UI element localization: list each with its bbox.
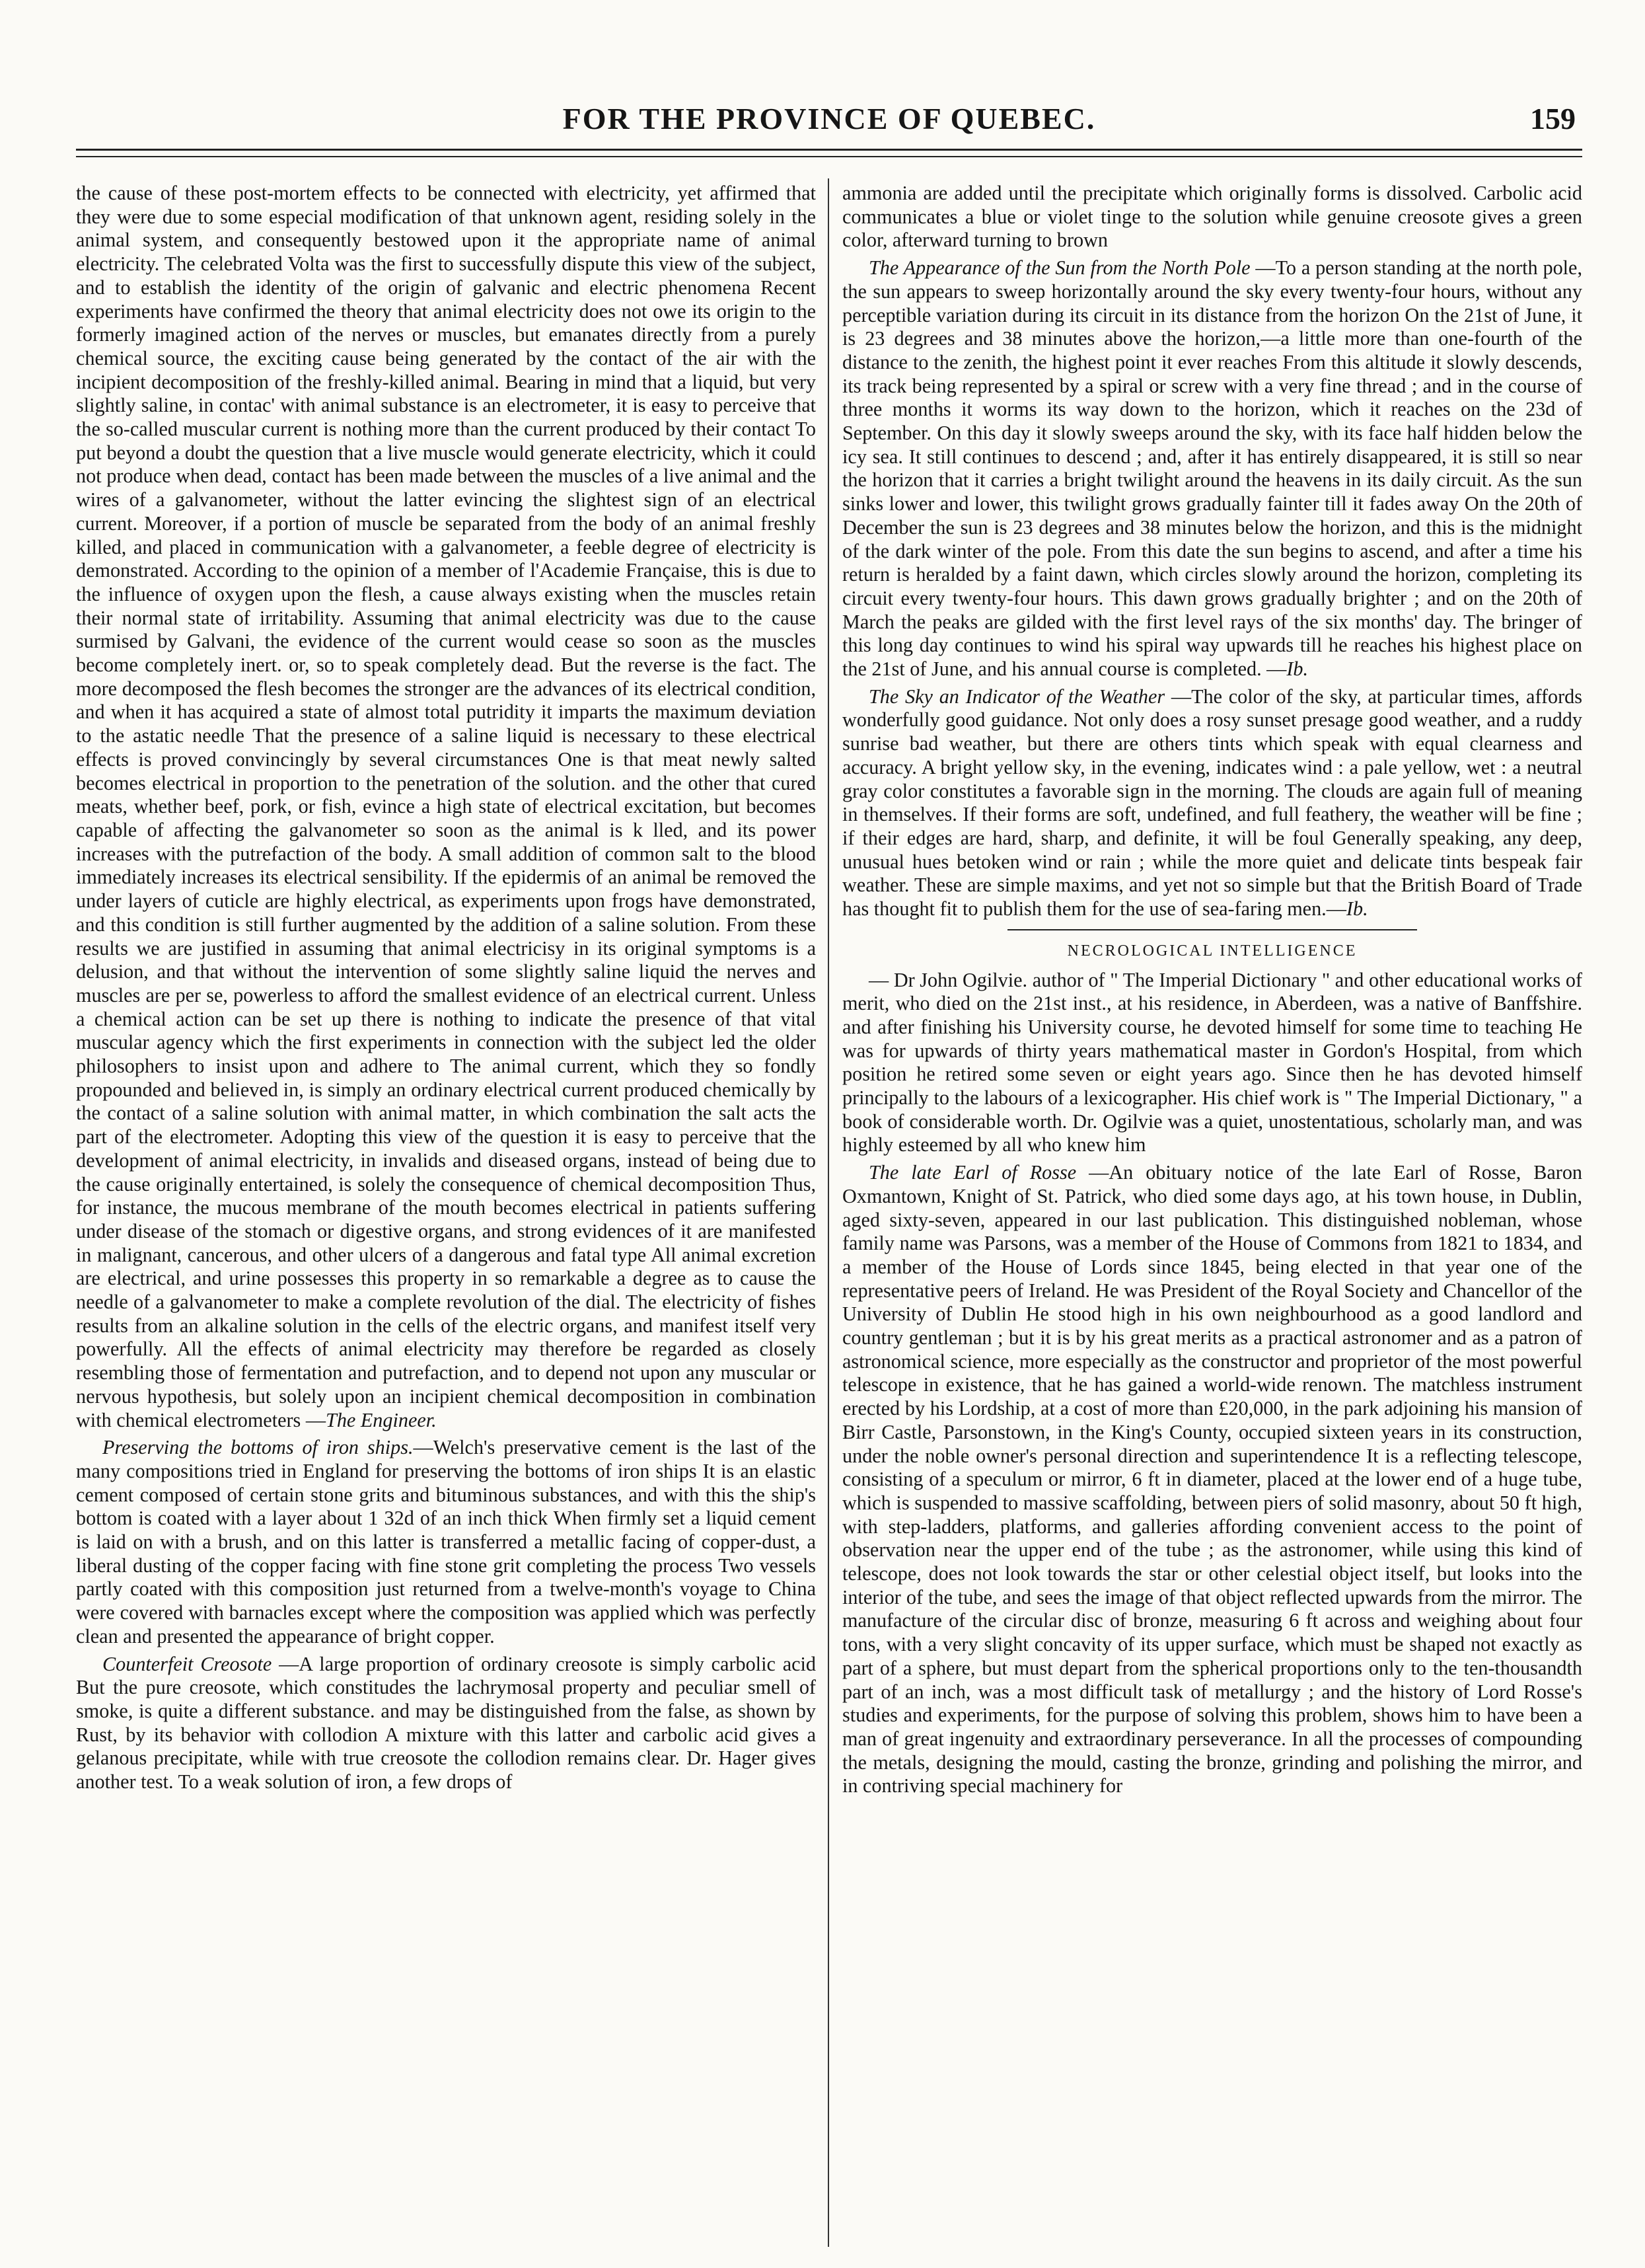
article-sun-north-pole: [842, 256, 1582, 681]
article-source: Ib.: [1346, 897, 1368, 921]
article-title: The late Earl of Rosse: [869, 1161, 1077, 1184]
article-text: —Welch's preservative cement is the last of the many compositions tried in England for preserving the bottoms of iron ships It is an elastic cement composed of certain stone grits and bituminous substances, and with this the ship's bottom is coated with a layer about 1 32d of an inch thick When firmly set a liquid cement is laid on with a brush, and on this latter is transferred a metallic facing of copper-dust, a liberal dusting of the copper facing with fine stone grit completing the process Two vessels partly coated with this composition just returned from a twelve-month's voyage to China were covered with barnacles except where the composition was applied which was perfectly clean and presented the appearance of bright copper.: [76, 1436, 816, 1647]
article-creosote-continued: [842, 182, 1582, 252]
article-title: The Appearance of the Sun from the North Pole: [869, 256, 1251, 280]
article-counterfeit-creosote: [76, 1653, 816, 1794]
article-iron-ships: [76, 1436, 816, 1648]
header-rule-thick: [76, 149, 1582, 151]
article-sky-weather: [842, 685, 1582, 921]
section-heading: NECROLOGICAL INTELLIGENCE: [1067, 942, 1358, 960]
article-text: —The color of the sky, at particular times, affords wonderfully good guidance. Not only does a rosy sunset presage good weather, and a ruddy sunrise bad weather, but there are others tints which speak with equal clearness and accuracy. A bright yellow sky, in the evening, indicates wind : a pale yellow, wet : a neutral gray color constitutes a favorable sign in the morning. The clouds are again full of meaning in themselves. If their forms are soft, undefined, and full feathery, the weather will be fine ; if their edges are hard, sharp, and definite, it will be foul Generally speaking, any deep, unusual hues betoken wind or rain ; while the more quiet and delicate tints bespeak fair weather. These are simple maxims, and yet not so simple but that the British Board of Trade has thought fit to publish them for the use of sea-faring men.—: [842, 685, 1582, 921]
article-text: — Dr John Ogilvie. author of " The Imperial Dictionary " and other educational works of merit, who died on the 21st inst., at his residence, in Aberdeen, was a native of Banffshire. and after finishing his University course, he devoted himself for some time to teaching He was for upwards of thirty years mathematical master in Gordon's Hospital, from which position he retired some seven or eight years ago. Since then he has devoted himself principally to the labours of a lexicographer. His chief work is " The Imperial Dictionary, " a book of considerable worth. Dr. Ogilvie was a quiet, unostentatious, scholarly man, and was highly esteemed by all who knew him: [842, 968, 1582, 1156]
left-column: [76, 182, 816, 2250]
article-text: —An obituary notice of the late Earl of Rosse, Baron Oxmantown, Knight of St. Patrick, who died some days ago, at his town house, in Dublin, aged sixty-seven, appeared in our last publication. This distinguished nobleman, whose family name was Parsons, was a member of the House of Commons from 1821 to 1834, and a member of the House of Lords since 1845, being elected in that year one of the representative peers of Ireland. He was President of the Royal Society and Chancellor of the University of Dublin He stood high in his own neighbourhood as a good landlord and country gentleman ; but it is by his great merits as a practical astronomer and as a patron of astronomical science, more especially as the constructor and proprietor of the most powerful telescope in existence, that he has gained a world-wide renown. The matchless instrument erected by his Lordship, at a cost of more than £20,000, in the park adjoining his mansion of Birr Castle, Parsonstown, in the King's County, occupied sixteen years in its construction, under the noble owner's personal direction and superintendence It is a reflecting telescope, consisting of a speculum or mirror, 6 ft in diameter, placed at the lower end of a huge tube, which is suspended to massive scaffolding, between piers of solid masonry, about 50 ft high, with step-ladders, platforms, and galleries affording convenient access to the point of observation near the upper end of the tube ; as the astronomer, while using this kind of telescope, does not look towards the star or other celestial object itself, but looks into the interior of the tube, and sees the image of that object reflected upwards from the mirror. The manufacture of the circular disc of bronze, measuring 6 ft across and weighing about four tons, with a very slight concavity of its upper surface, which must be shaped not exactly as part of a sphere, but must depart from the spherical proportions only to the ten-thousandth part of an inch, was a most difficult task of metallurgy ; and the history of Lord Rosse's studies and experiments, for the purpose of solving this problem, shows him to have been a man of great ingenuity and extraordinary perseverance. In all the processes of compounding the metals, designing the mould, casting the bronze, grinding and polishing the mirror, and in contriving special machinery for: [842, 1161, 1582, 1797]
article-animal-electricity: [76, 182, 816, 1432]
running-header: [76, 99, 1582, 145]
article-text: —To a person standing at the north pole, the sun appears to sweep horizontally around the sky every twenty-four hours, without any perceptible variation during its circuit in its distance from the horizon On the 21st of June, it is 23 degrees and 38 minutes above the horizon,—a little more than one-fourth of the distance to the zenith, the highest point it ever reaches From this altitude it slowly descends, its track being represented by a spiral or screw with a very fine thread ; and in the course of three months it worms its way down to the horizon, which it reaches on the 23d of September. On this day it slowly sweeps around the sky, with its face half hidden below the icy sea. It still continues to descend ; and, after it has entirely disappeared, it is still so near the horizon that it carries a bright twilight around the heavens in its daily circuit. As the sun sinks lower and lower, this twilight grows gradually fainter till it fades away On the 20th of December the sun is 23 degrees and 38 minutes below the horizon, and this is the midnight of the dark winter of the pole. From this date the sun begins to ascend, and after a time his return is heralded by a faint dawn, which circles slowly around the horizon, completing its circuit every twenty-four hours. This dawn grows gradually brighter ; and on the 20th of March the peaks are gilded with the first level rays of the six months' day. The bringer of this long day continues to wind his spiral way upwards till he reaches his highest place on the 21st of June, and his annual course is completed. —: [842, 256, 1582, 681]
article-title: Preserving the bottoms of iron ships.: [102, 1436, 414, 1459]
page-number: 159: [1530, 102, 1576, 135]
article-title: Counterfeit Creosote: [102, 1652, 272, 1675]
article-text: —A large proportion of ordinary creosote is simply carbolic acid But the pure creosote, which constitudes the lachrymosal property and peculiar smell of smoke, is quite a different substance. and may be distinguished from the false, as shown by Rust, by its behavior with collodion A mixture with this latter and carbolic acid gives a gelanous precipitate, while with true creosote the collodion remains clear. Dr. Hager gives another test. To a weak solution of iron, a few drops of: [76, 1652, 816, 1794]
right-column: [842, 182, 1582, 2250]
article-text: the cause of these post-mortem effects to be connected with electricity, yet affirmed that they were due to some especial modification of that unknown agent, residing solely in the animal system, and consequently bestowed upon it the appropriate name of animal electricity. The celebrated Volta was the first to successfully dispute this view of the subject, and to establish the identity of the origin of galvanic and electric phenomena Recent experiments have confirmed the theory that animal electricity does not owe its origin to the formerly imagined action of the nerves or muscles, but emanates directly from a purely chemical source, the exciting cause being generated by the contact of the air with the incipient decomposition of the freshly-killed animal. Bearing in mind that a liquid, but very slightly saline, in contac' with animal substance is an electrometer, it is easy to perceive that the so-called muscular current is nothing more than the current produced by their contact To put beyond a doubt the question that a live muscle would generate electricity, which it could not produce when dead, contact has been made between the muscles of a live animal and the wires of a galvanometer, without the latter evincing the slightest sign of an electrical current. Moreover, if a portion of muscle be separated from the body of an animal freshly killed, and placed in communication with a galvanometer, a feeble degree of electricity is demonstrated. According to the opinion of a member of l'Academie Française, this is due to the influence of oxygen upon the flesh, a cause always existing when the muscles retain their normal state of irritability. Assuming that animal electricity was due to the cause surmised by Galvani, the evidence of the current would cease so soon as the muscles become completely inert. or, so to speak completely dead. But the reverse is the fact. The more decomposed the flesh becomes the stronger are the advances of its electrical condition, and when it has acquired a state of almost total putridity it imparts the maximum deviation to the astatic needle That the presence of a saline liquid is necessary to these electrical effects is proved convincingly by several circumstances One is that meat newly salted becomes electrical in proportion to the penetration of the solution. and the other that cured meats, whether beef, pork, or fish, evince a high state of electrical excitation, but becomes capable of affecting the galvanometer so soon as the animal is k lled, and its power increases with the putrefaction of the body. A small addition of common salt to the blood immediately increases its electrical sensibility. If the epidermis of an animal be removed the under layers of cuticle are highly electrical, as experiments upon frogs have demonstrated, and this condition is still further augmented by the addition of a saline solution. From these results we are justified in assuming that animal electricisy in its original symptoms is a delusion, and that without the intervention of some slightly saline liquid the nerves and muscles are per se, powerless to afford the smallest evidence of an electrical current. Unless a chemical action can be set up there is nothing to indicate the presence of that vital muscular agency which the first experiments in connection with the subject led the older philosophers to insist upon and adhere to The animal current, which they so fondly propounded and believed in, is simply an ordinary electrical current produced chemically by the contact of a saline solution with animal matter, in which combination the salt acts the part of the electrometer. Adopting this view of the question it is easy to perceive that the development of animal electricity, in invalids and diseased organs, instead of being due to the cause originally entertained, is solely the consequence of chemical decomposition Thus, for instance, the mucous membrane of the mouth becomes electrical in patients suffering under disease of the stomach or digestive organs, and strong evidences of it are manifested in malignant, cancerous, and other ulcers of a dangerous and fatal type All animal excretion are electrical, and urine possesses this property in so remarkable a degree as to cause the needle of a galvanometer to make a complete revolution of the dial. The electricity of fishes results from an alkaline solution in the cells of the electric organs, and manifest itself very powerfully. All the effects of animal electricity may therefore be regarded as closely resembling those of fermentation and putrefaction, and to depend not upon any muscular or nervous hypothesis, but solely upon an incipient chemical decomposition in combination with chemical electrometers —: [76, 182, 816, 1431]
article-source: The Engineer.: [326, 1408, 437, 1431]
page-title: FOR THE PROVINCE OF QUEBEC.: [562, 102, 1096, 135]
header-rule-thin: [76, 156, 1582, 157]
column-divider: [828, 178, 829, 2247]
article-source: Ib.: [1286, 658, 1309, 681]
article-ogilvie: [842, 969, 1582, 1158]
article-earl-of-rosse: [842, 1161, 1582, 1798]
article-text: ammonia are added until the precipitate which originally forms is dissolved. Carbolic acid communicates a blue or violet tinge to the solution while genuine creosote gives a green color, afterward turning to brown: [842, 182, 1582, 252]
section-rule: [1007, 929, 1417, 930]
article-title: The Sky an Indicator of the Weather: [869, 685, 1165, 708]
